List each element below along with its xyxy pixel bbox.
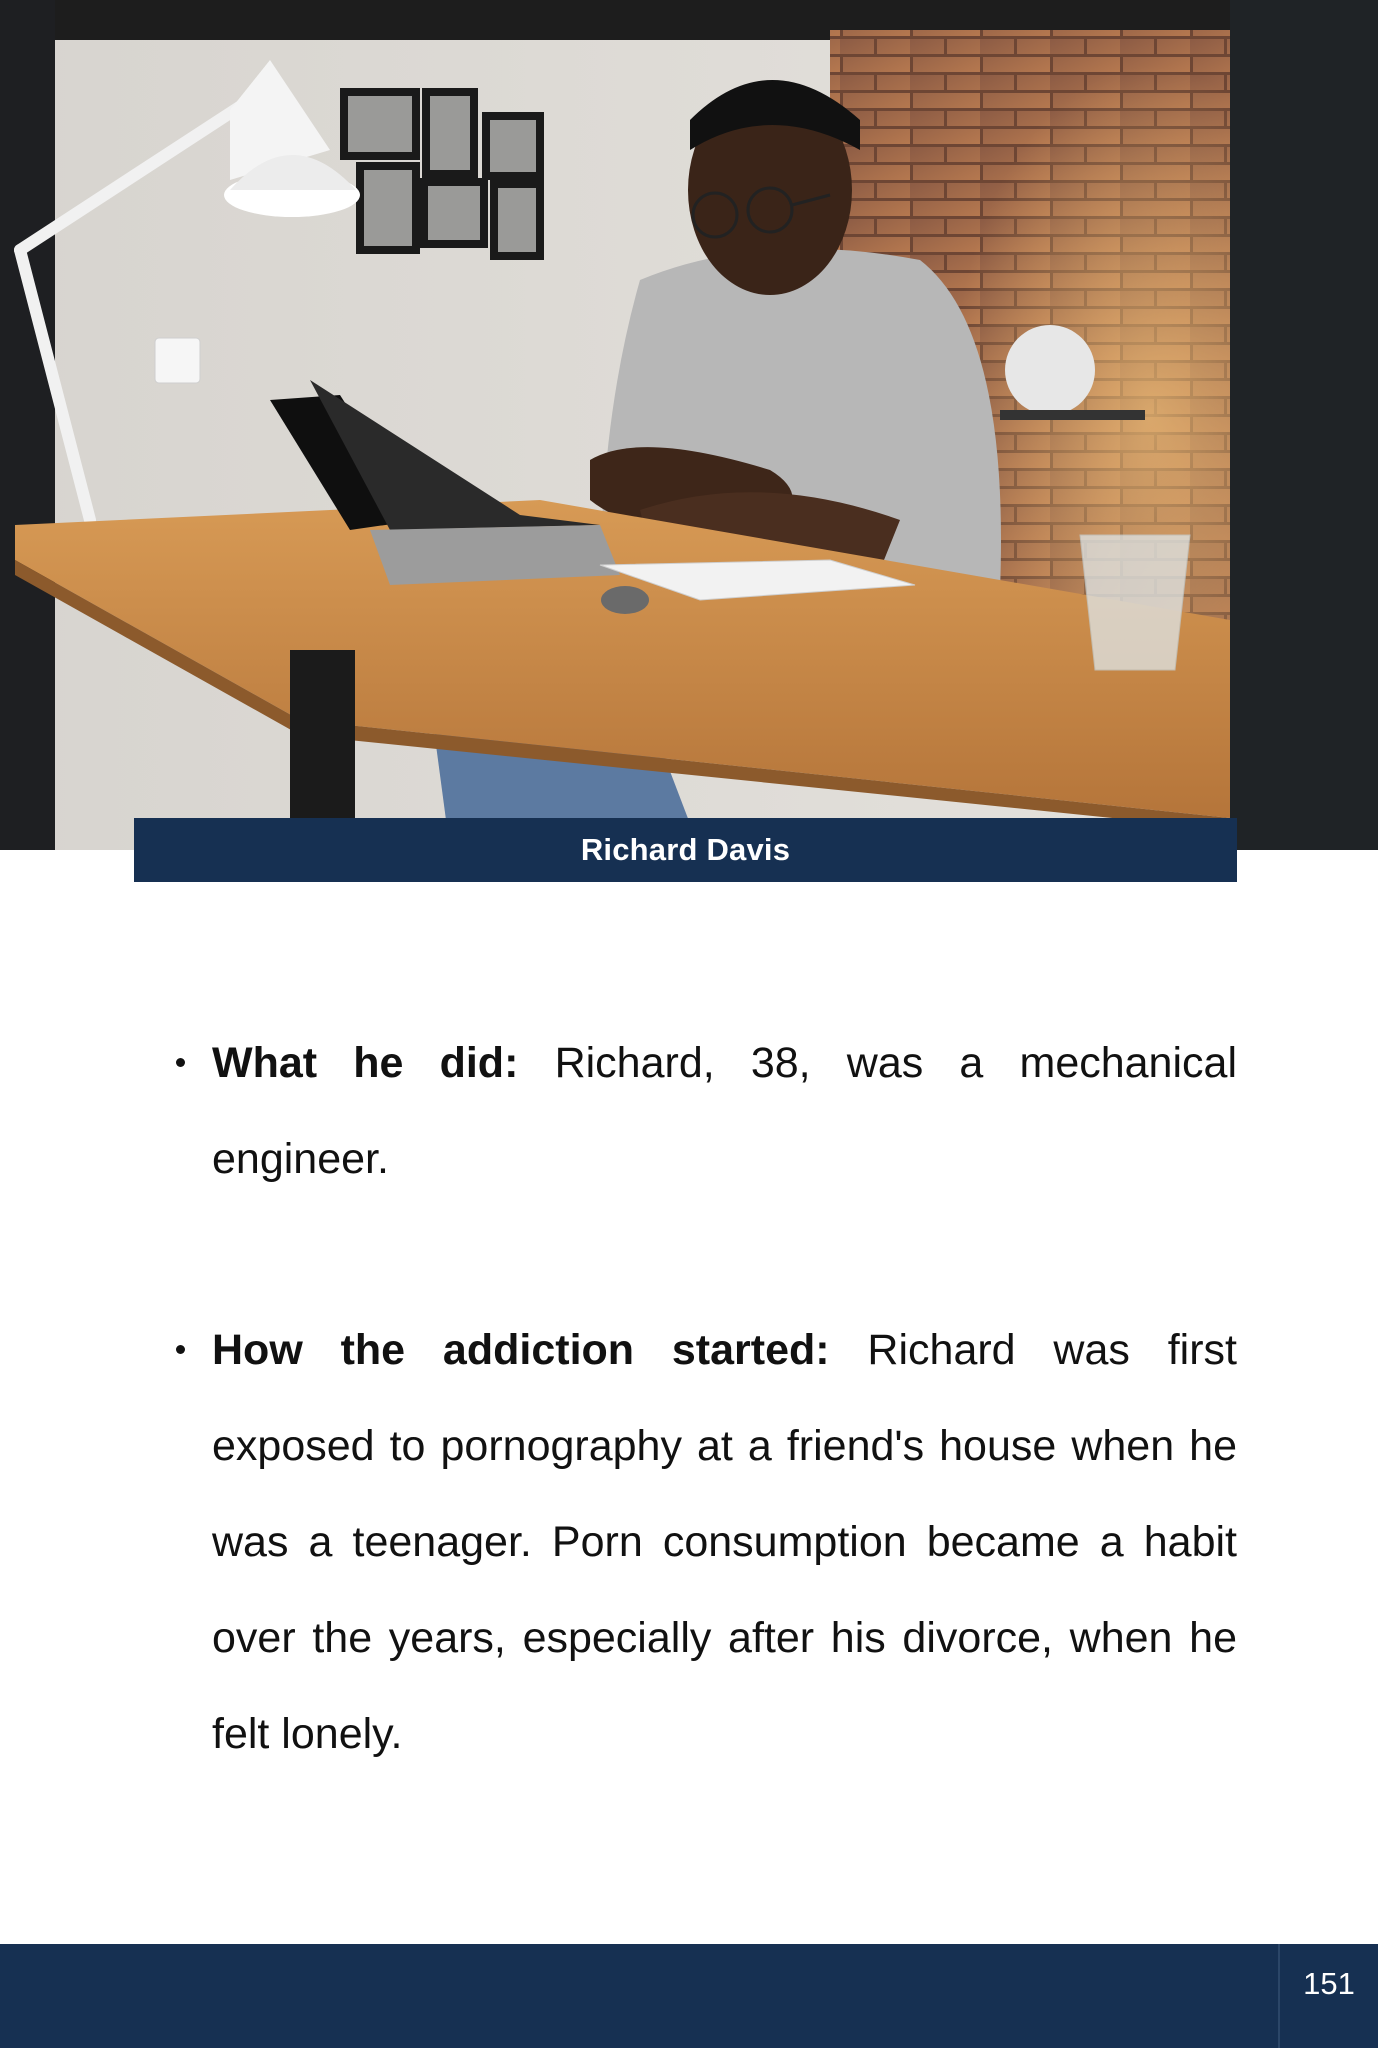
header-photo (0, 0, 1378, 850)
bullet-what-he-did (212, 1015, 1237, 1207)
bullet-dot (176, 1345, 185, 1354)
bullet-text: Richard, 38, was a mechanical engineer. (212, 1039, 1237, 1183)
bullet-label: How the addiction started: (212, 1326, 830, 1374)
bullet-dot (176, 1058, 185, 1067)
bullet-label: What he did: (212, 1039, 519, 1087)
page-number: 151 (1303, 1966, 1355, 2001)
photo-caption (134, 818, 1237, 882)
page-footer (0, 1944, 1378, 2048)
bullet-how-addiction-started (212, 1302, 1237, 1782)
bullet-text: Richard was first exposed to pornography at a friend's house when he was a teenager. Porn consumption became a habit over the years, especially after his divorce, when he felt lonely. (212, 1326, 1238, 1758)
caption-name: Richard Davis (580, 832, 791, 867)
man-at-desk-illustration (0, 0, 1378, 850)
